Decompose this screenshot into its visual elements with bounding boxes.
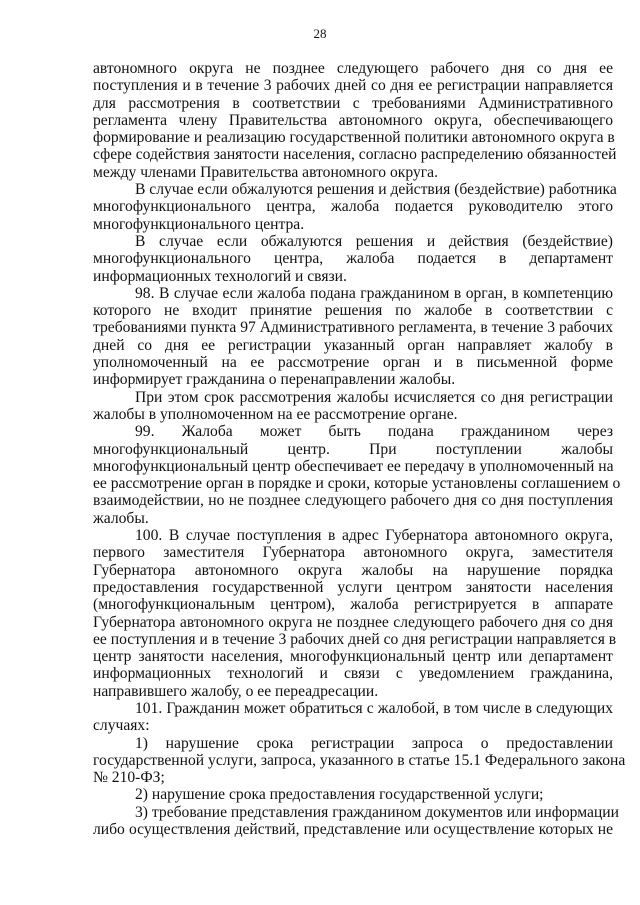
body-text <box>93 60 626 839</box>
text-line: Губернатора автономного округа не позднее следующего рабочего дня со дня <box>93 613 613 631</box>
text-line: между членами Правительства автономного округа. <box>93 163 438 181</box>
text-line: формирование и реализацию государственной политики автономного округа в <box>93 129 615 147</box>
page-number: 28 <box>313 26 327 41</box>
text-line: многофункционального центра, жалоба подается руководителю этого <box>93 198 613 216</box>
text-line: 99. Жалоба может быть подана гражданином через <box>135 423 613 441</box>
text-line: информационных технологий и связи. <box>93 267 347 285</box>
text-line: Губернатора автономного округа жалобы на нарушение порядка <box>93 561 613 579</box>
text-line: предоставления государственной услуги центром занятости населения <box>93 578 613 596</box>
text-line: требованиями пункта 97 Административного регламента, в течение 3 рабочих <box>93 319 613 337</box>
text-line: 3) требование представления гражданином документов или информации <box>135 803 619 821</box>
text-line: жалобы в уполномоченном на ее рассмотрение органе. <box>93 405 458 423</box>
text-line: ее рассмотрение орган в порядке и сроки, которые установлены соглашением о <box>93 475 621 493</box>
text-line: первого заместителя Губернатора автономного округа, заместителя <box>93 544 613 562</box>
text-line: ее поступления и в течение 3 рабочих дней со дня регистрации направляется в <box>93 630 617 648</box>
text-line: многофункциональный центр обеспечивает ее передачу в уполномоченный на <box>93 457 614 475</box>
text-line: случаях: <box>93 717 150 735</box>
text-line: центр занятости населения, многофункциональный центр или департамент <box>93 648 613 666</box>
text-line: (многофункциональным центром), жалоба регистрируется в аппарате <box>93 596 613 614</box>
text-line: многофункциональный центр. При поступлении жалобы <box>93 440 613 458</box>
text-line: сфере содействия занятости населения, согласно распределению обязанностей <box>93 146 617 164</box>
text-line: поступления и в течение 3 рабочих дней со дня ее регистрации направляется <box>93 77 613 95</box>
text-line: 1) нарушение срока регистрации запроса о предоставлении <box>135 734 613 752</box>
text-line: многофункционального центра, жалоба подается в департамент <box>93 250 613 268</box>
text-line: информационных технологий и связи с уведомлением гражданина, <box>93 665 613 683</box>
text-line: При этом срок рассмотрения жалобы исчисляется со дня регистрации <box>135 388 613 406</box>
text-line: многофункционального центра. <box>93 215 305 233</box>
text-line: регламента члену Правительства автономного округа, обеспечивающего <box>93 111 613 129</box>
text-line: 2) нарушение срока предоставления государственной услуги; <box>135 786 544 804</box>
text-line: жалобы. <box>93 509 149 527</box>
text-line: В случае если обжалуются решения и действия (бездействие) <box>135 232 613 250</box>
text-line: направившего жалобу, о ее переадресации. <box>93 682 379 700</box>
text-line: дней со дня ее регистрации указанный орган направляет жалобу в <box>93 336 613 354</box>
text-line: 101. Гражданин может обратиться с жалобой, в том числе в следующих <box>135 699 613 717</box>
text-line: автономного округа не позднее следующего рабочего дня со дня ее <box>93 60 613 77</box>
text-line: № 210-ФЗ; <box>93 769 165 787</box>
text-line: уполномоченный на ее рассмотрение орган и в письменной форме <box>93 354 613 372</box>
text-line: взаимодействии, но не позднее следующего рабочего дня со дня поступления <box>93 492 613 510</box>
text-line: которого не входит принятие решения по жалобе в соответствии с <box>93 302 613 320</box>
text-line: для рассмотрения в соответствии с требованиями Административного <box>93 94 613 112</box>
text-line: 100. В случае поступления в адрес Губернатора автономного округа, <box>135 527 613 545</box>
text-line: государственной услуги, запроса, указанного в статье 15.1 Федерального закона <box>93 751 626 769</box>
text-line: 98. В случае если жалоба подана гражданином в орган, в компетенцию <box>135 284 613 302</box>
text-line: либо осуществления действий, представление или осуществление которых не <box>93 821 613 839</box>
text-line: В случае если обжалуются решения и действия (бездействие) работника <box>135 181 617 199</box>
text-line: информирует гражданина о перенаправлении жалобы. <box>93 371 456 389</box>
